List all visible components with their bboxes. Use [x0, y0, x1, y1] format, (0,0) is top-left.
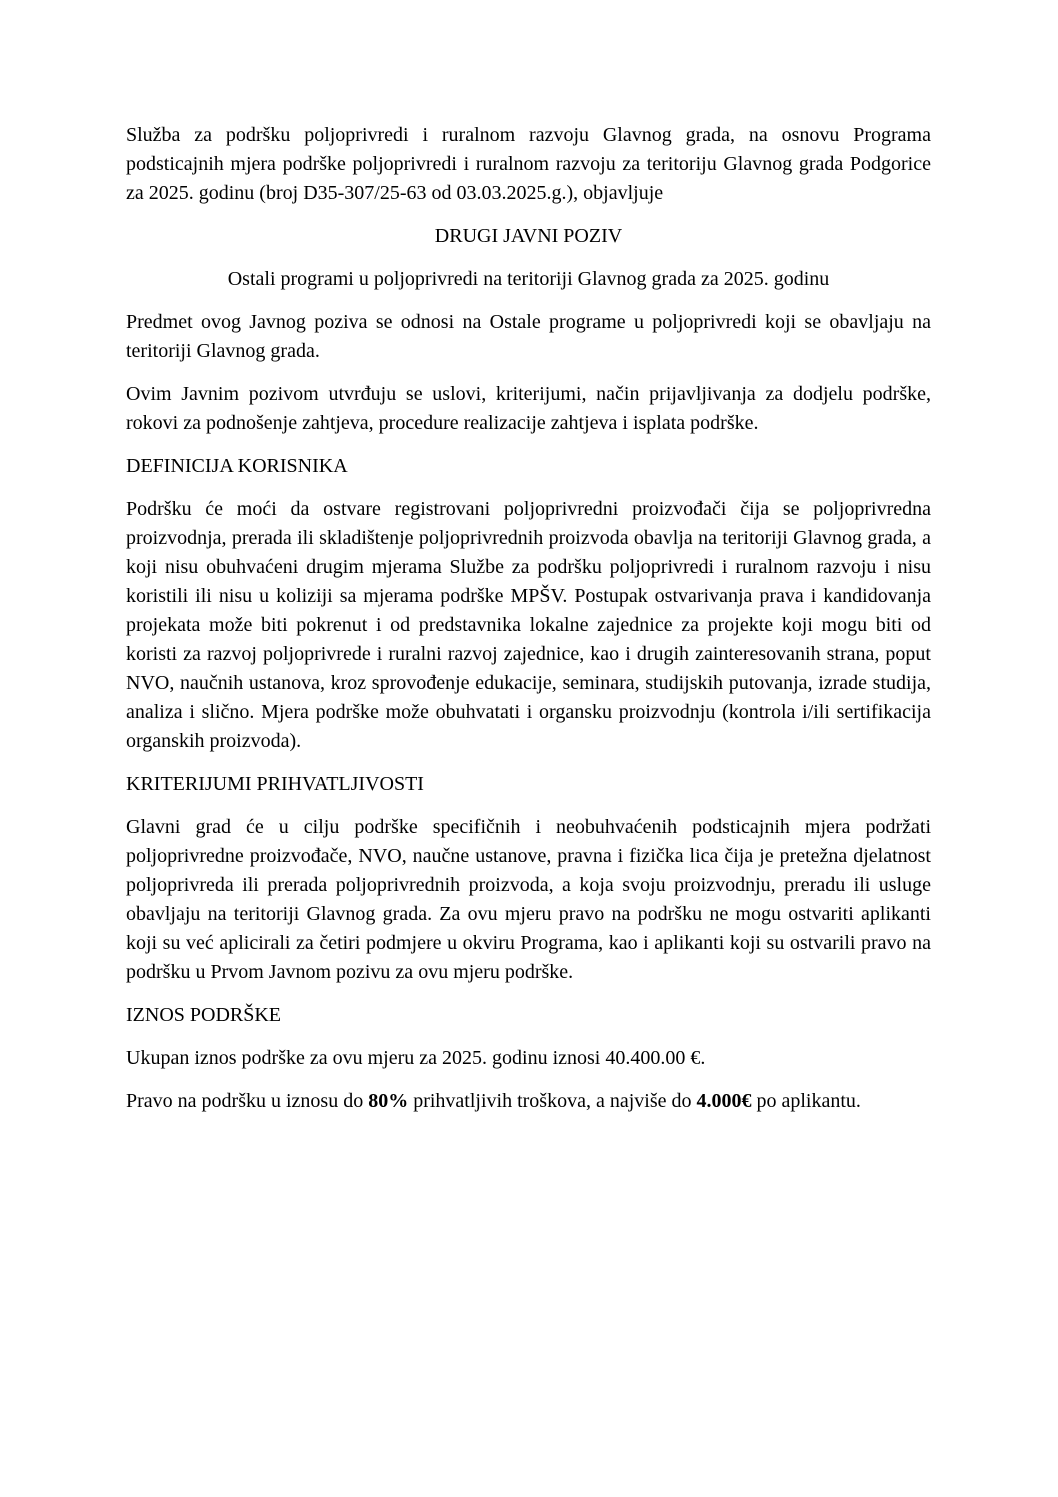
- section-heading-definicija-korisnika: DEFINICIJA KORISNIKA: [126, 455, 348, 477]
- support-rate-line: [126, 1087, 931, 1116]
- paragraph-conditions: Ovim Javnim pozivom utvrđuju se uslovi, kriterijumi, način prijavljivanja za dodjelu podrške, rokovi za podnošenje zahtjeva, procedure realizacije zahtjeva i isplata podrške.: [126, 383, 931, 434]
- rate-max-amount-value: 4.000€: [696, 1090, 752, 1112]
- document-subtitle: Ostali programi u poljoprivredi na teritoriji Glavnog grada za 2025. godinu: [227, 268, 830, 290]
- rate-percentage-value: 80%: [368, 1090, 409, 1112]
- section-body-definicija-korisnika: Podršku će moći da ostvare registrovani poljoprivredni proizvođači čija se poljoprivredna proizvodnja, prerada ili skladištenje poljoprivrednih proizvoda obavlja na teritoriji Glavnog grada, a koji nisu obuhvaćeni drugim mjerama Službe za podršku poljoprivredi i ruralnom razvoju i nisu koristili ili nisu u koliziji sa mjerama podrške MPŠV. Postupak ostvarivanja prava i kandidovanja projekata može biti pokrenut i od predstavnika lokalne zajednice za projekte koji mogu biti od koristi za razvoj poljoprivrede i ruralni razvoj zajednice, kao i drugih zainteresovanih strana, poput NVO, naučnih ustanova, kroz sprovođenje edukacije, seminara, studijskih putovanja, izrade studija, analiza i slično. Mjera podrške može obuhvatati i organsku proizvodnju (kontrola i/ili sertifikacija organskih proizvoda).: [126, 498, 931, 752]
- total-support-amount-line: Ukupan iznos podrške za ovu mjeru za 2025. godinu iznosi 40.400.00 €.: [126, 1047, 706, 1069]
- section-heading-iznos-podrske: IZNOS PODRŠKE: [126, 1004, 282, 1026]
- section-body-kriterijumi-prihvatljivosti: Glavni grad će u cilju podrške specifičnih i neobuhvaćenih podsticajnih mjera podržati poljoprivredne proizvođače, NVO, naučne ustanove, pravna i fizička lica čija je pretežna djelatnost poljoprivreda ili prerada poljoprivrednih proizvoda, a koja svoju proizvodnju, preradu ili usluge obavljaju na teritoriji Glavnog grada. Za ovu mjeru pravo na podršku ne mogu ostvariti aplikanti koji su već aplicirali za četiri podmjere u okviru Programa, kao i aplikanti koji su ostvarili pravo na podršku u Prvom Javnom pozivu za ovu mjeru podrške.: [126, 816, 931, 983]
- rate-text-suffix: po aplikantu.: [751, 1090, 861, 1112]
- paragraph-subject: Predmet ovog Javnog poziva se odnosi na Ostale programe u poljoprivredi koji se obavljaju na teritoriji Glavnog grada.: [126, 311, 931, 362]
- section-heading-kriterijumi-prihvatljivosti: KRITERIJUMI PRIHVATLJIVOSTI: [126, 773, 424, 795]
- rate-text-middle: prihvatljivih troškova, a najviše do: [408, 1090, 697, 1112]
- document-title: DRUGI JAVNI POZIV: [434, 225, 623, 247]
- intro-paragraph: Služba za podršku poljoprivredi i ruralnom razvoju Glavnog grada, na osnovu Programa podsticajnih mjera podrške poljoprivredi i ruralnom razvoju za teritoriju Glavnog grada Podgorice za 2025. godinu (broj D35-307/25-63 od 03.03.2025.g.), objavljuje: [126, 124, 931, 204]
- rate-text-prefix: Pravo na podršku u iznosu do: [126, 1090, 369, 1112]
